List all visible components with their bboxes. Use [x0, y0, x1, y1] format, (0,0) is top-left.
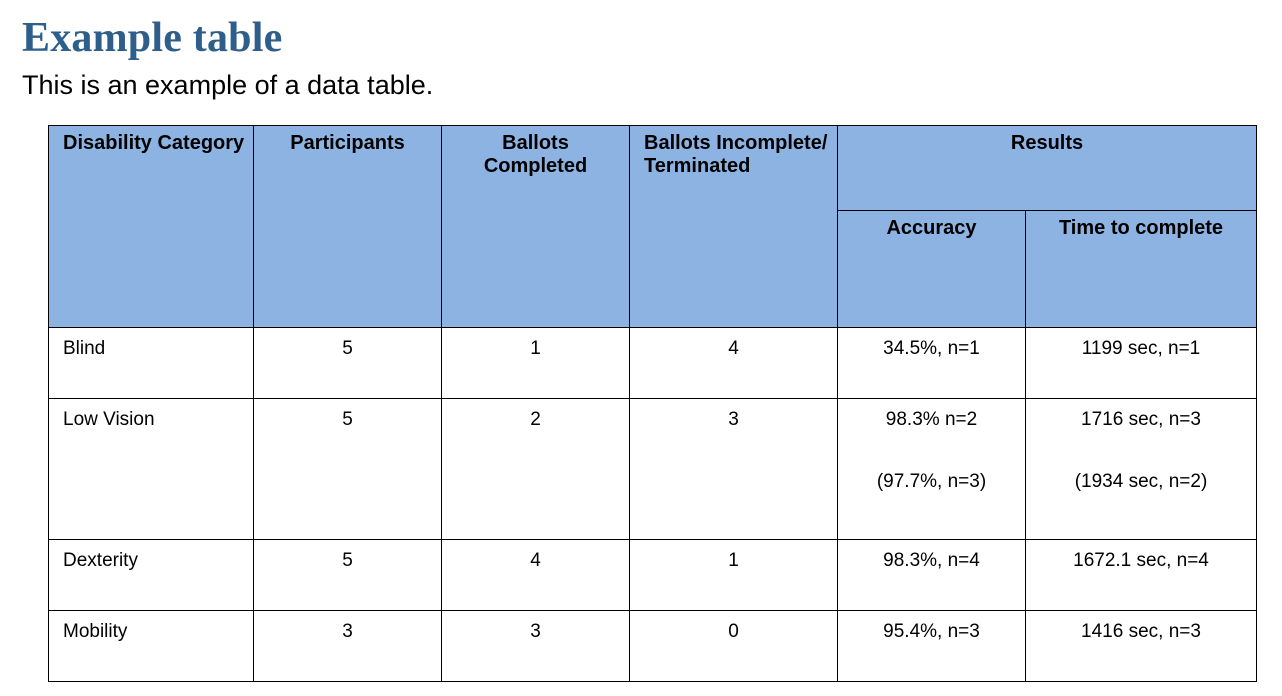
- cell-ballots-incomplete: 3: [630, 399, 838, 540]
- page-title: Example table: [22, 15, 283, 61]
- cell-ballots-completed: 2: [442, 399, 630, 540]
- column-group-header-results: Results: [838, 126, 1257, 211]
- cell-time-line2: (1934 sec, n=2): [1074, 471, 1208, 492]
- cell-participants: 5: [254, 540, 442, 611]
- cell-time: 1672.1 sec, n=4: [1026, 540, 1257, 611]
- table-body: [49, 328, 1257, 682]
- cell-accuracy: [838, 399, 1026, 540]
- table-row: [49, 540, 1257, 611]
- column-header-accuracy: Accuracy: [838, 211, 1026, 328]
- cell-participants: 5: [254, 328, 442, 399]
- cell-participants: 5: [254, 399, 442, 540]
- table-row: [49, 328, 1257, 399]
- column-header-time-to-complete: Time to complete: [1026, 211, 1257, 328]
- column-header-participants: Participants: [254, 126, 442, 328]
- cell-ballots-incomplete: 4: [630, 328, 838, 399]
- table-container: [0, 101, 1282, 682]
- cell-time: [1026, 399, 1257, 540]
- cell-accuracy: 34.5%, n=1: [838, 328, 1026, 399]
- table-header-row-1: [49, 126, 1257, 211]
- table-row: [49, 399, 1257, 540]
- cell-time: 1416 sec, n=3: [1026, 611, 1257, 682]
- cell-ballots-incomplete: 1: [630, 540, 838, 611]
- cell-accuracy-line2: (97.7%, n=3): [876, 471, 987, 492]
- cell-category: Mobility: [49, 611, 254, 682]
- cell-ballots-completed: 4: [442, 540, 630, 611]
- cell-time-line1: 1716 sec, n=3: [1081, 409, 1201, 430]
- table-header: [49, 126, 1257, 328]
- cell-ballots-completed: 1: [442, 328, 630, 399]
- column-header-ballots-incomplete-terminated: Ballots Incomplete/ Terminated: [630, 126, 838, 328]
- cell-ballots-incomplete: 0: [630, 611, 838, 682]
- cell-participants: 3: [254, 611, 442, 682]
- cell-category: Low Vision: [49, 399, 254, 540]
- cell-accuracy: 98.3%, n=4: [838, 540, 1026, 611]
- cell-accuracy: 95.4%, n=3: [838, 611, 1026, 682]
- page-subtitle: This is an example of a data table.: [22, 70, 434, 100]
- column-header-disability-category: Disability Category: [49, 126, 254, 328]
- column-header-ballots-completed: Ballots Completed: [442, 126, 630, 328]
- cell-category: Blind: [49, 328, 254, 399]
- cell-accuracy-line1: 98.3% n=2: [885, 409, 978, 430]
- cell-category: Dexterity: [49, 540, 254, 611]
- cell-ballots-completed: 3: [442, 611, 630, 682]
- table-row: [49, 611, 1257, 682]
- example-data-table: [48, 125, 1257, 682]
- cell-time: 1199 sec, n=1: [1026, 328, 1257, 399]
